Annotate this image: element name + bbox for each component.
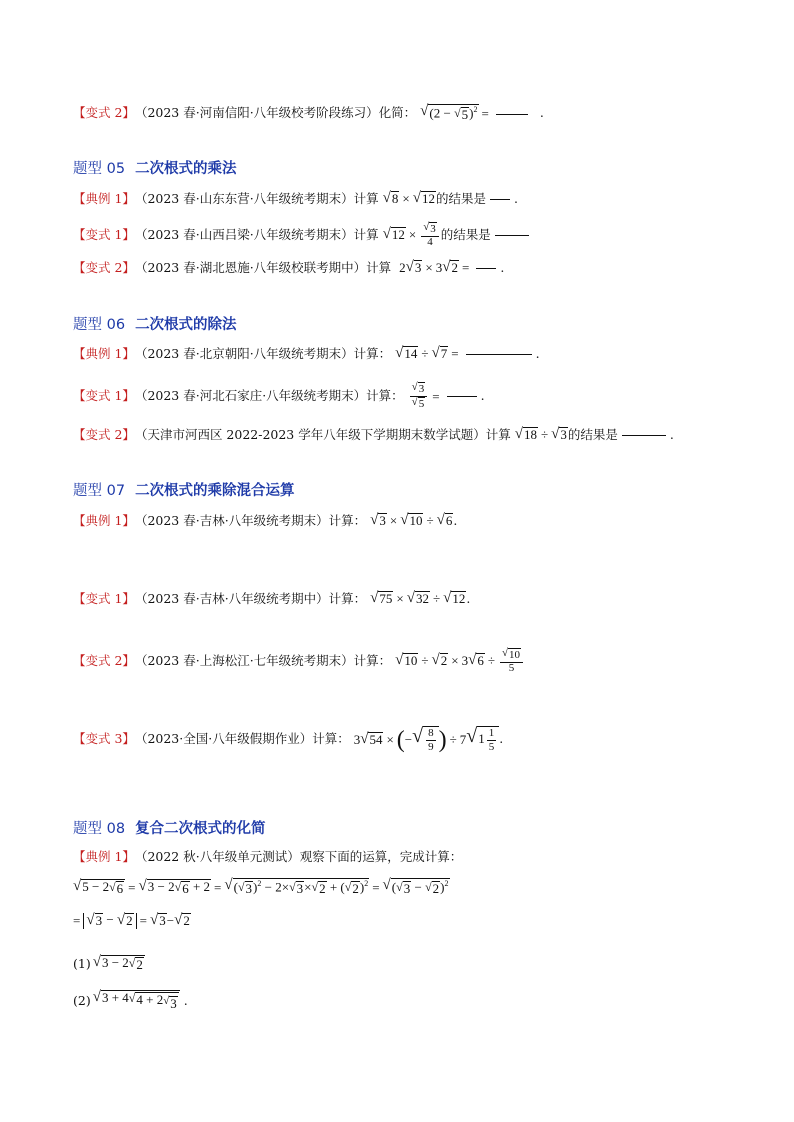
exercise-variant-2-top: 【变式 2】 （2023 春·河南信阳·八年级校考阶段练习）化简： √ (2 − √ 5 )$^2$ = . <box>73 103 544 123</box>
formula: 3 √ 54 × ( − √ $\frac{8}{9}$ ) ÷ 7 √ 1 $\frac{1}{5}$ <box>354 726 500 753</box>
formula: √ 75 × √ 32 ÷ √ 12 <box>370 590 466 607</box>
variant-2-s06: 【变式 2】 （天津市河西区 2022-2023 学年八年级下学期期末数学试题）计算 √ 18 ÷ √ 3 的结果是 . <box>73 426 674 443</box>
question-2: (2) √ 3 + 4 √ 4 + 2 √ 3 . <box>73 989 188 1011</box>
answer-blank[interactable] <box>490 198 510 200</box>
example-1-s08: 【典例 1】 （2022 秋·八年级单元测试）观察下面的运算，完成计算： <box>73 849 463 864</box>
formula: √ 8 × √ 12 <box>382 190 435 207</box>
example-1-s06: 【典例 1】 （2023 春·北京朝阳·八年级统考期末）计算： √ 14 ÷ √ 7 = . <box>73 345 540 362</box>
formula: √ 10 ÷ √ 2 × 3 √ 6 ÷ √ 10 5 <box>395 648 525 674</box>
variant-3-s07: 【变式 3】 （2023·全国·八年级假期作业）计算： 3 √ 54 × ( − √ $\frac{8}{9}$ ) ÷ 7 √ 1 $\frac{1}{5}$ . <box>73 725 504 753</box>
answer-blank[interactable] <box>622 434 666 436</box>
variant-1-s06: 【变式 1】 （2023 春·河北石家庄·八年级统考期末）计算： √ 3 √ 5 = . <box>73 381 485 410</box>
answer-blank[interactable] <box>496 113 528 115</box>
formula: √ 18 ÷ √ 3 <box>514 426 567 443</box>
section-heading-06: 题型 06 二次根式的除法 <box>73 317 237 333</box>
formula: √ 3 √ 5 = <box>411 381 440 410</box>
example-1-s07: 【典例 1】 （2023 春·吉林·八年级统考期末）计算： √ 3 × √ 10 ÷ √ 6 . <box>73 512 458 529</box>
answer-blank[interactable] <box>447 395 477 397</box>
formula: 2 √ 3 × 3 √ 2 = <box>399 259 470 276</box>
variant-2-s07: 【变式 2】 （2023 春·上海松江·七年级统考期末）计算： √ 10 ÷ √ 2 × 3 √ 6 ÷ √ 10 5 <box>73 648 525 674</box>
variant-1-s05: 【变式 1】 （2023 春·山西吕梁·八年级统考期末）计算 √ 12 × √ 3 4 的结果是 <box>73 222 533 248</box>
worked-derivation-line-2: = √ 3 − √ 2 = √ 3 − √ 2 <box>73 912 190 929</box>
section-heading-07: 题型 07 二次根式的乘除混合运算 <box>73 483 295 499</box>
example-1-s05: 【典例 1】 （2023 春·山东东营·八年级统考期末）计算 √ 8 × √ 12 的结果是 . <box>73 190 518 207</box>
formula: √ 14 ÷ √ 7 = <box>395 345 459 362</box>
answer-blank[interactable] <box>466 353 532 355</box>
variant-2-s05: 【变式 2】 （2023 春·湖北恩施·八年级校联考期中）计算 2 √ 3 × 3 √ 2 = . <box>73 259 505 276</box>
section-heading-05: 题型 05 二次根式的乘法 <box>73 161 237 177</box>
formula: √ 12 × √ 3 4 <box>383 222 441 248</box>
tag-label: 【变式 2】 <box>73 105 135 121</box>
formula: √ 3 × √ 10 ÷ √ 6 <box>370 512 453 529</box>
formula: √ (2 − √ 5 )$^2$ = <box>420 103 489 123</box>
answer-blank[interactable] <box>476 267 496 269</box>
variant-1-s07: 【变式 1】 （2023 春·吉林·八年级统考期中）计算： √ 75 × √ 32 ÷ √ 12 . <box>73 590 471 607</box>
section-heading-08: 题型 08 复合二次根式的化简 <box>73 821 266 837</box>
worked-derivation-line-1: √ 5 − 2 √ 6 = √ 3 − 2 √ 6 + 2 = √ ( √ 3 )$^2$ − 2× √ 3 × √ 2 + ( √ 2 )$^2$ = √ ( √ 3 − √ 2 )$^2$ <box>73 877 449 897</box>
question-1: (1) √ 3 − 2 √ 2 <box>73 954 143 972</box>
answer-blank[interactable] <box>495 234 529 236</box>
source-text: （2023 春·河南信阳·八年级校考阶段练习）化简： <box>134 105 417 121</box>
